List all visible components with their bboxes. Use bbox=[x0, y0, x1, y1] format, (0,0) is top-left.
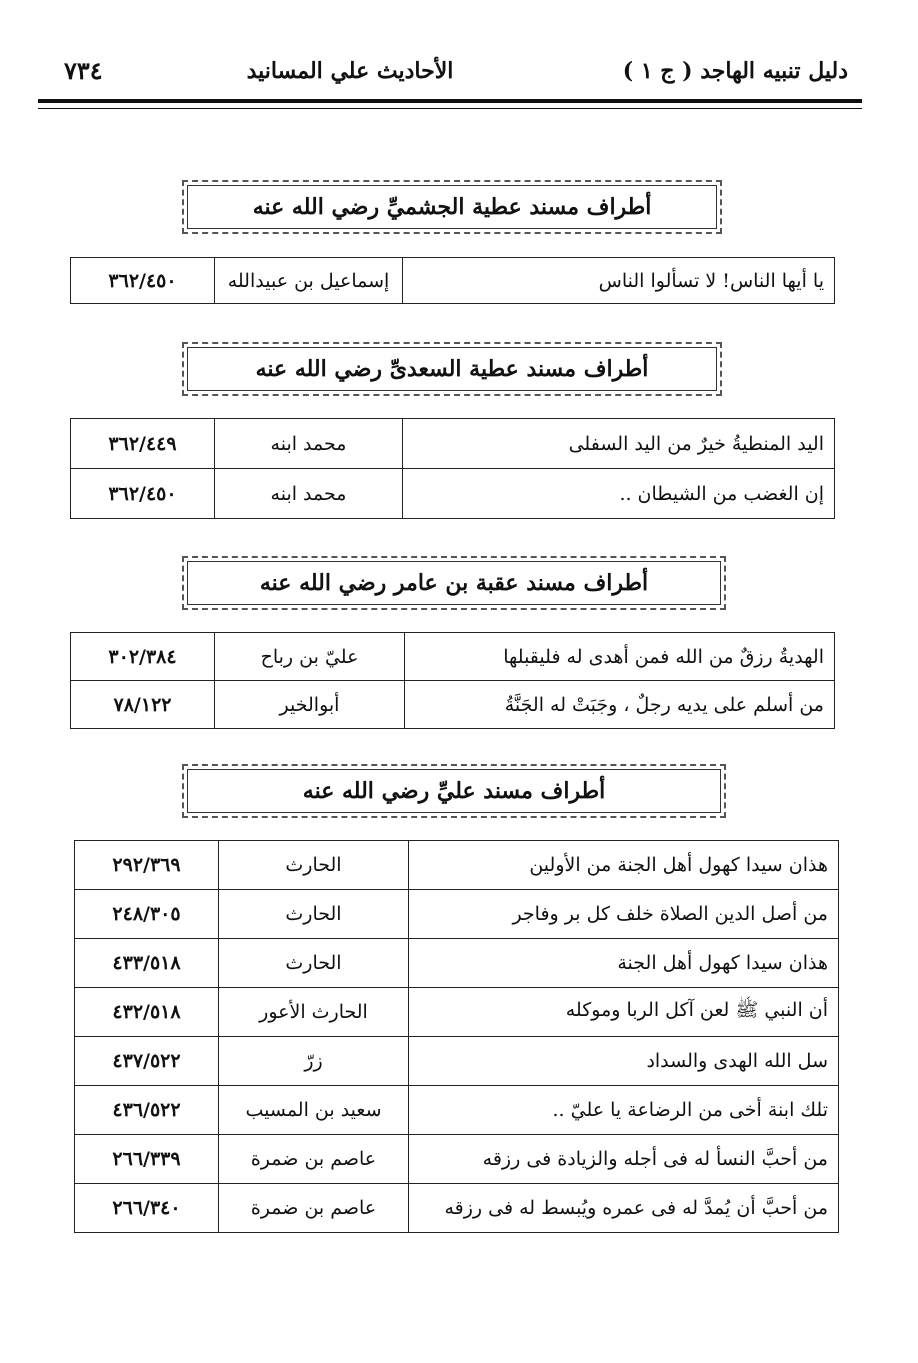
reference: ٤٣٣/٥١٨ bbox=[75, 939, 219, 988]
section-title: أطراف مسند عطية السعدىِّ رضي الله عنه bbox=[187, 347, 717, 391]
narrator: الحارث الأعور bbox=[219, 988, 409, 1037]
page-number: ٧٣٤ bbox=[64, 56, 103, 85]
table-row bbox=[75, 1184, 839, 1233]
table-row bbox=[75, 841, 839, 890]
reference: ٣٦٢/٤٤٩ bbox=[71, 419, 215, 469]
hadith-text: من أسلم على يديه رجلٌ ، وجَبَتْ له الجَنَّةُ bbox=[405, 681, 835, 729]
narrator: محمد ابنه bbox=[215, 469, 403, 519]
hadith-table bbox=[74, 840, 839, 1233]
narrator: إسماعيل بن عبيدالله bbox=[215, 258, 403, 304]
hadith-text: تلك ابنة أخى من الرضاعة يا عليّ .. bbox=[409, 1086, 839, 1135]
reference: ٣٠٢/٣٨٤ bbox=[71, 633, 215, 681]
section-heading-ali bbox=[182, 764, 726, 818]
reference: ٤٣٢/٥١٨ bbox=[75, 988, 219, 1037]
narrator: محمد ابنه bbox=[215, 419, 403, 469]
narrator: الحارث bbox=[219, 841, 409, 890]
table-row bbox=[75, 988, 839, 1037]
narrator: عاصم بن ضمرة bbox=[219, 1135, 409, 1184]
table-row bbox=[75, 1037, 839, 1086]
hadith-table bbox=[70, 632, 835, 729]
reference: ٤٣٧/٥٢٢ bbox=[75, 1037, 219, 1086]
chapter-title: الأحاديث علي المسانيد bbox=[246, 58, 454, 84]
header-rule-thin bbox=[38, 108, 862, 109]
section-heading-uqba-bin-amir bbox=[182, 556, 726, 610]
hadith-text: من أحبَّ أن يُمدَّ له فى عمره ويُبسط له فى رزقه bbox=[409, 1184, 839, 1233]
reference: ٢٦٦/٣٤٠ bbox=[75, 1184, 219, 1233]
hadith-text: يا أيها الناس! لا تسألوا الناس bbox=[403, 258, 835, 304]
book-title: دليل تنبيه الهاجد ( ج ١ ) bbox=[622, 58, 848, 84]
narrator: أبوالخير bbox=[215, 681, 405, 729]
header-rule-thick bbox=[38, 99, 862, 103]
narrator: عليّ بن رباح bbox=[215, 633, 405, 681]
section-title: أطراف مسند عقبة بن عامر رضي الله عنه bbox=[187, 561, 721, 605]
narrator: الحارث bbox=[219, 939, 409, 988]
hadith-text: سل الله الهدى والسداد bbox=[409, 1037, 839, 1086]
hadith-text: إن الغضب من الشيطان .. bbox=[403, 469, 835, 519]
table-row bbox=[75, 1086, 839, 1135]
table-row bbox=[71, 258, 835, 304]
section-heading-atiyya-saadi bbox=[182, 342, 722, 396]
section-heading-atiyya-jushami bbox=[182, 180, 722, 234]
table-row bbox=[75, 939, 839, 988]
narrator: زرّ bbox=[219, 1037, 409, 1086]
reference: ٢٩٢/٣٦٩ bbox=[75, 841, 219, 890]
hadith-text: هذان سيدا كهول أهل الجنة bbox=[409, 939, 839, 988]
reference: ٣٦٢/٤٥٠ bbox=[71, 258, 215, 304]
hadith-text: أن النبي ﷺ لعن آكل الربا وموكله bbox=[409, 988, 839, 1037]
narrator: الحارث bbox=[219, 890, 409, 939]
section-title: أطراف مسند عطية الجشميِّ رضي الله عنه bbox=[187, 185, 717, 229]
page-header bbox=[38, 52, 862, 100]
table-row bbox=[75, 1135, 839, 1184]
hadith-text: من أصل الدين الصلاة خلف كل بر وفاجر bbox=[409, 890, 839, 939]
table-row bbox=[71, 419, 835, 469]
reference: ٢٦٦/٣٣٩ bbox=[75, 1135, 219, 1184]
reference: ٣٦٢/٤٥٠ bbox=[71, 469, 215, 519]
hadith-text: اليد المنطيةُ خيرٌ من اليد السفلى bbox=[403, 419, 835, 469]
narrator: عاصم بن ضمرة bbox=[219, 1184, 409, 1233]
table-row bbox=[71, 633, 835, 681]
table-row bbox=[75, 890, 839, 939]
hadith-table bbox=[70, 257, 835, 304]
reference: ٤٣٦/٥٢٢ bbox=[75, 1086, 219, 1135]
table-row bbox=[71, 469, 835, 519]
hadith-table bbox=[70, 418, 835, 519]
hadith-text: الهديةُ رزقٌ من الله فمن أهدى له فليقبلها bbox=[405, 633, 835, 681]
hadith-text: هذان سيدا كهول أهل الجنة من الأولين bbox=[409, 841, 839, 890]
narrator: سعيد بن المسيب bbox=[219, 1086, 409, 1135]
hadith-text: من أحبَّ النسأ له فى أجله والزيادة فى رزقه bbox=[409, 1135, 839, 1184]
table-row bbox=[71, 681, 835, 729]
section-title: أطراف مسند عليِّ رضي الله عنه bbox=[187, 769, 721, 813]
reference: ٢٤٨/٣٠٥ bbox=[75, 890, 219, 939]
reference: ٧٨/١٢٢ bbox=[71, 681, 215, 729]
